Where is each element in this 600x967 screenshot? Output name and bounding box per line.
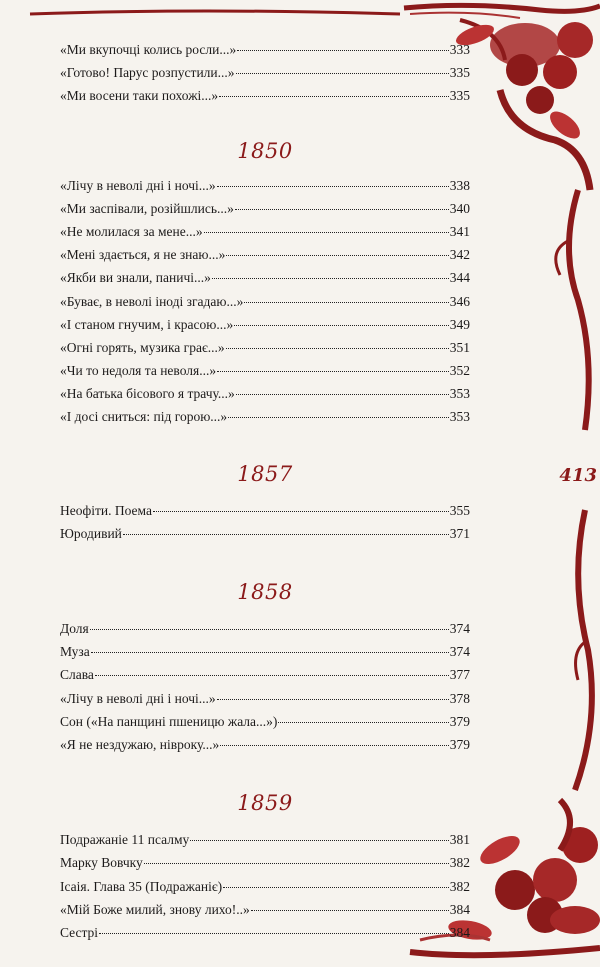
toc-section [60,457,470,545]
toc-entry-page: 333 [449,42,470,57]
toc-entry [60,617,470,640]
toc-entry-page: 379 [449,736,470,752]
section-year: 1858 [237,580,293,604]
toc-entry-page: 349 [449,316,470,332]
toc-entry-title: Неофіти. Поема [60,502,152,518]
toc-entry-title: «Ми заспівали, розійшлись...» [60,200,234,216]
toc-entry-page: 382 [449,878,470,894]
section-year: 1859 [237,791,293,816]
toc-entry [60,687,470,710]
toc-entry-title: «Якби ви знали, паничі...» [60,270,211,286]
toc-entry-page: 346 [449,293,470,309]
toc-entry-title: «Ми вкупочці колись росли...» [60,42,237,57]
top-flower-cluster [453,20,593,190]
table-of-contents [60,38,470,944]
toc-entry [60,382,470,405]
toc-entry [60,522,470,545]
toc-entry [60,663,470,686]
toc-entry-page: 342 [449,247,470,263]
toc-entry-title: «Лічу в неволі дні і ночі...» [60,177,216,193]
toc-entry-page: 351 [449,339,470,355]
toc-entry [60,499,470,522]
toc-entry-title: Муза [60,644,90,660]
toc-entry-page: 355 [449,502,470,518]
toc-entry-page: 340 [449,200,470,216]
toc-entry-page: 353 [449,409,470,425]
toc-entry-title: Марку Вовчку [60,855,143,871]
toc-entry [60,266,470,289]
toc-entry-title: Сестрі [60,924,99,940]
toc-entry-title: «Огні горять, музика грає...» [60,339,225,355]
toc-entry-page: 379 [449,713,470,729]
toc-entry-page: 384 [449,901,470,917]
toc-entry-page: 335 [449,65,470,81]
toc-entry-title: «На батька бісового я трачу...» [60,386,235,402]
toc-entry [60,336,470,359]
toc-entry [60,220,470,243]
toc-entry-page: 381 [449,832,470,848]
toc-entry-page: 377 [449,667,470,683]
toc-entry-page: 374 [449,644,470,660]
toc-entry-page: 378 [449,690,470,706]
toc-entry [60,84,470,107]
toc-entry-title: «І станом гнучим, і красою...» [60,316,234,332]
toc-entry-title: «Готово! Парус розпустили...» [60,65,235,81]
toc-entry [60,875,470,898]
toc-entry-title: Сон («На панщині пшеницю жала...») [60,713,278,729]
toc-entry-title: Слава [60,667,94,683]
toc-entry-title: Юродивий [60,525,122,541]
toc-entry-title: «Мій Боже милий, знову лихо!..» [60,901,250,917]
toc-entry-title: «Лічу в неволі дні і ночі...» [60,690,216,706]
toc-entry [60,38,470,61]
section-year: 1850 [237,138,293,163]
right-vine-top [569,190,589,430]
toc-entry-page: 335 [449,88,470,104]
toc-entry-page: 384 [449,924,470,940]
toc-entry-page: 352 [449,363,470,379]
toc-entry-page: 344 [449,270,470,286]
toc-entry-title: Подражаніе 11 псалму [60,832,190,848]
toc-section [60,575,470,756]
toc-entry [60,640,470,663]
page-number: 413 [559,465,597,486]
toc-entry-page: 371 [449,525,470,541]
toc-entry-title: Доля [60,621,89,636]
toc-entry-title: Ісаія. Глава 35 (Подражаніє) [60,878,223,894]
toc-entry-page: 374 [449,621,470,636]
toc-entry [60,710,470,733]
toc-section [60,38,470,108]
toc-entry [60,921,470,944]
toc-entry [60,243,470,266]
toc-entry [60,174,470,197]
toc-entry [60,61,470,84]
toc-entry-title: «Я не нездужаю, нівроку...» [60,736,220,752]
toc-entry [60,359,470,382]
toc-entry-page: 382 [449,855,470,871]
toc-entry [60,828,470,851]
toc-entry-title: «І досі сниться: під горою...» [60,409,228,425]
toc-entry-title: «Буває, в неволі іноді згадаю...» [60,293,244,309]
toc-entry-title: «Чи то недоля та неволя...» [60,363,217,379]
toc-entry-title: «Мені здається, я не знаю...» [60,247,226,263]
toc-entry-page: 341 [449,223,470,239]
toc-entry-title: «Ми восени таки похожі...» [60,88,219,104]
toc-entry [60,851,470,874]
toc-entry [60,197,470,220]
toc-entry-page: 338 [449,177,470,193]
top-swirl-line [30,11,400,14]
toc-entry-title: «Не молилася за мене...» [60,223,203,239]
toc-entry-page: 353 [449,386,470,402]
toc-section [60,134,470,429]
toc-entry [60,405,470,428]
toc-entry [60,313,470,336]
toc-entry [60,733,470,756]
toc-entry [60,290,470,313]
section-year: 1857 [237,461,293,486]
toc-entry [60,898,470,921]
toc-section [60,786,470,944]
